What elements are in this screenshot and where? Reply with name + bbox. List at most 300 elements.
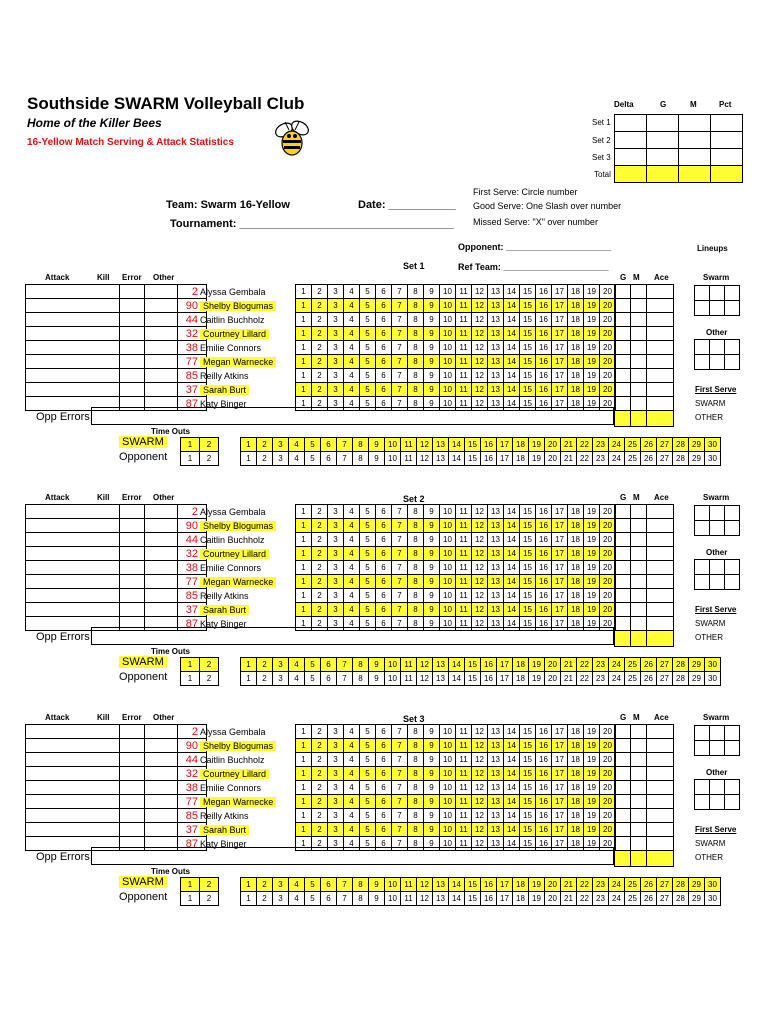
gma-grid[interactable] [614, 724, 674, 867]
attack-cell[interactable] [145, 547, 178, 561]
score-cell[interactable]: 26 [641, 438, 657, 452]
gma-cell[interactable] [615, 781, 631, 795]
serve-cell[interactable]: 4 [344, 561, 360, 575]
score-cell[interactable]: 30 [705, 658, 721, 672]
gma-cell[interactable] [647, 327, 674, 341]
serve-grid[interactable] [295, 504, 616, 631]
serve-cell[interactable]: 5 [360, 823, 376, 837]
score-cell[interactable]: 5 [305, 892, 321, 906]
serve-cell[interactable]: 9 [424, 313, 440, 327]
serve-cell[interactable]: 1 [296, 533, 312, 547]
score-cell[interactable]: 17 [497, 438, 513, 452]
serve-cell[interactable]: 12 [472, 341, 488, 355]
serve-cell[interactable]: 17 [552, 369, 568, 383]
serve-cell[interactable]: 10 [440, 285, 456, 299]
score-cell[interactable]: 27 [657, 452, 673, 466]
timeout-cell[interactable]: 1 [181, 438, 200, 452]
serve-cell[interactable]: 19 [584, 383, 600, 397]
serve-cell[interactable]: 10 [440, 809, 456, 823]
score-cell[interactable]: 18 [513, 438, 529, 452]
serve-cell[interactable]: 14 [504, 617, 520, 631]
serve-cell[interactable]: 16 [536, 739, 552, 753]
serve-cell[interactable]: 14 [504, 369, 520, 383]
serve-cell[interactable]: 3 [328, 327, 344, 341]
attack-cell[interactable] [120, 327, 145, 341]
gma-cell[interactable] [631, 575, 647, 589]
serve-cell[interactable]: 10 [440, 753, 456, 767]
serve-cell[interactable]: 4 [344, 547, 360, 561]
gma-cell[interactable] [647, 341, 674, 355]
gma-cell[interactable] [615, 285, 631, 299]
score-cell[interactable]: 22 [577, 452, 593, 466]
gma-cell[interactable] [615, 837, 631, 851]
score-cell[interactable]: 14 [449, 672, 465, 686]
serve-cell[interactable]: 11 [456, 795, 472, 809]
gma-cell[interactable] [647, 781, 674, 795]
attack-cell[interactable] [120, 533, 145, 547]
score-cell[interactable]: 29 [689, 658, 705, 672]
serve-cell[interactable]: 4 [344, 383, 360, 397]
serve-cell[interactable]: 6 [376, 823, 392, 837]
serve-cell[interactable]: 7 [392, 575, 408, 589]
serve-cell[interactable]: 10 [440, 355, 456, 369]
serve-cell[interactable]: 3 [328, 575, 344, 589]
score-cell[interactable]: 9 [369, 658, 385, 672]
serve-cell[interactable]: 6 [376, 837, 392, 851]
serve-cell[interactable]: 17 [552, 589, 568, 603]
score-cell[interactable]: 15 [465, 452, 481, 466]
score-cell[interactable]: 22 [577, 878, 593, 892]
attack-cell[interactable] [145, 327, 178, 341]
serve-cell[interactable]: 14 [504, 299, 520, 313]
serve-cell[interactable]: 12 [472, 725, 488, 739]
serve-cell[interactable]: 5 [360, 781, 376, 795]
serve-cell[interactable]: 3 [328, 397, 344, 411]
serve-cell[interactable]: 7 [392, 369, 408, 383]
attack-cell[interactable] [26, 355, 120, 369]
serve-cell[interactable]: 17 [552, 753, 568, 767]
serve-cell[interactable]: 15 [520, 837, 536, 851]
serve-cell[interactable]: 2 [312, 589, 328, 603]
lineup-cell[interactable] [710, 726, 725, 741]
score-cell[interactable]: 21 [561, 672, 577, 686]
serve-cell[interactable]: 14 [504, 767, 520, 781]
serve-cell[interactable]: 15 [520, 369, 536, 383]
serve-cell[interactable]: 5 [360, 383, 376, 397]
serve-cell[interactable]: 12 [472, 533, 488, 547]
serve-cell[interactable]: 18 [568, 725, 584, 739]
serve-cell[interactable]: 15 [520, 617, 536, 631]
serve-cell[interactable]: 7 [392, 327, 408, 341]
score-cell[interactable]: 27 [657, 878, 673, 892]
serve-cell[interactable]: 20 [600, 533, 616, 547]
serve-cell[interactable]: 13 [488, 341, 504, 355]
gma-cell[interactable] [615, 355, 631, 369]
lineup-cell[interactable] [725, 355, 740, 370]
serve-cell[interactable]: 15 [520, 341, 536, 355]
serve-cell[interactable]: 2 [312, 837, 328, 851]
serve-cell[interactable]: 12 [472, 383, 488, 397]
lineup-cell[interactable] [725, 301, 740, 316]
score-cell[interactable]: 25 [625, 878, 641, 892]
attack-cell[interactable] [26, 341, 120, 355]
serve-cell[interactable]: 10 [440, 519, 456, 533]
score-cell[interactable]: 21 [561, 452, 577, 466]
score-cell[interactable]: 5 [305, 672, 321, 686]
serve-cell[interactable]: 14 [504, 547, 520, 561]
attack-cell[interactable] [145, 795, 178, 809]
attack-cell[interactable] [145, 561, 178, 575]
serve-cell[interactable]: 1 [296, 837, 312, 851]
attack-cell[interactable] [120, 753, 145, 767]
serve-cell[interactable]: 20 [600, 837, 616, 851]
gma-cell[interactable] [631, 505, 647, 519]
score-cell[interactable]: 9 [369, 672, 385, 686]
serve-cell[interactable]: 3 [328, 383, 344, 397]
serve-cell[interactable]: 13 [488, 781, 504, 795]
serve-cell[interactable]: 18 [568, 739, 584, 753]
serve-cell[interactable]: 14 [504, 355, 520, 369]
serve-cell[interactable]: 13 [488, 547, 504, 561]
score-cell[interactable]: 1 [241, 878, 257, 892]
serve-cell[interactable]: 10 [440, 561, 456, 575]
serve-cell[interactable]: 5 [360, 327, 376, 341]
attack-cell[interactable] [26, 285, 120, 299]
gma-cell[interactable] [647, 383, 674, 397]
gma-cell[interactable] [647, 519, 674, 533]
lineup-cell[interactable] [695, 575, 710, 590]
serve-cell[interactable]: 6 [376, 575, 392, 589]
score-cell[interactable]: 6 [321, 452, 337, 466]
serve-cell[interactable]: 20 [600, 575, 616, 589]
score-cell[interactable]: 30 [705, 452, 721, 466]
serve-cell[interactable]: 5 [360, 285, 376, 299]
serve-cell[interactable]: 19 [584, 299, 600, 313]
serve-cell[interactable]: 16 [536, 285, 552, 299]
score-cell[interactable]: 2 [257, 878, 273, 892]
lineup-cell[interactable] [725, 795, 740, 810]
serve-cell[interactable]: 15 [520, 547, 536, 561]
serve-cell[interactable]: 7 [392, 313, 408, 327]
serve-cell[interactable]: 2 [312, 547, 328, 561]
serve-cell[interactable]: 13 [488, 533, 504, 547]
score-cell[interactable]: 4 [289, 672, 305, 686]
serve-cell[interactable]: 19 [584, 327, 600, 341]
gma-cell[interactable] [631, 589, 647, 603]
timeout-cell[interactable]: 2 [200, 438, 219, 452]
attack-cell[interactable] [26, 739, 120, 753]
serve-cell[interactable]: 20 [600, 589, 616, 603]
lineup-cell[interactable] [695, 780, 710, 795]
serve-cell[interactable]: 4 [344, 809, 360, 823]
score-cell[interactable]: 10 [385, 438, 401, 452]
gma-cell[interactable] [647, 767, 674, 781]
score-cell[interactable]: 16 [481, 892, 497, 906]
serve-cell[interactable]: 18 [568, 369, 584, 383]
date-field[interactable]: Date: ___________ [358, 199, 456, 211]
serve-cell[interactable]: 16 [536, 313, 552, 327]
serve-cell[interactable]: 18 [568, 767, 584, 781]
gma-cell[interactable] [631, 355, 647, 369]
score-cell[interactable]: 13 [433, 438, 449, 452]
gma-cell[interactable] [631, 547, 647, 561]
timeout-cell[interactable]: 2 [200, 672, 219, 686]
serve-cell[interactable]: 3 [328, 823, 344, 837]
score-cell[interactable]: 29 [689, 452, 705, 466]
serve-cell[interactable]: 9 [424, 505, 440, 519]
score-cell[interactable]: 1 [241, 452, 257, 466]
serve-cell[interactable]: 16 [536, 575, 552, 589]
serve-cell[interactable]: 6 [376, 767, 392, 781]
serve-cell[interactable]: 11 [456, 837, 472, 851]
gma-cell[interactable] [615, 809, 631, 823]
serve-cell[interactable]: 8 [408, 369, 424, 383]
gma-cell[interactable] [615, 795, 631, 809]
serve-cell[interactable]: 5 [360, 561, 376, 575]
gma-cell[interactable] [647, 795, 674, 809]
serve-cell[interactable]: 9 [424, 341, 440, 355]
serve-cell[interactable]: 9 [424, 561, 440, 575]
attack-cell[interactable] [120, 823, 145, 837]
gma-cell[interactable] [647, 369, 674, 383]
serve-cell[interactable]: 6 [376, 795, 392, 809]
serve-cell[interactable]: 18 [568, 519, 584, 533]
serve-cell[interactable]: 7 [392, 561, 408, 575]
serve-cell[interactable]: 10 [440, 383, 456, 397]
serve-cell[interactable]: 7 [392, 355, 408, 369]
serve-cell[interactable]: 5 [360, 795, 376, 809]
serve-cell[interactable]: 4 [344, 575, 360, 589]
serve-cell[interactable]: 17 [552, 725, 568, 739]
serve-cell[interactable]: 6 [376, 739, 392, 753]
attack-cell[interactable] [26, 561, 120, 575]
gma-cell[interactable] [631, 781, 647, 795]
serve-cell[interactable]: 6 [376, 547, 392, 561]
serve-cell[interactable]: 7 [392, 603, 408, 617]
serve-cell[interactable]: 6 [376, 397, 392, 411]
serve-cell[interactable]: 1 [296, 617, 312, 631]
serve-cell[interactable]: 18 [568, 753, 584, 767]
timeout-cell[interactable]: 2 [200, 452, 219, 466]
serve-cell[interactable]: 1 [296, 285, 312, 299]
serve-cell[interactable]: 13 [488, 617, 504, 631]
serve-cell[interactable]: 19 [584, 397, 600, 411]
lineup-cell[interactable] [710, 286, 725, 301]
serve-cell[interactable]: 20 [600, 795, 616, 809]
timeout-grid[interactable] [180, 437, 219, 466]
score-cell[interactable]: 21 [561, 878, 577, 892]
serve-cell[interactable]: 17 [552, 285, 568, 299]
serve-cell[interactable]: 17 [552, 575, 568, 589]
swarm-lineup-grid[interactable] [694, 285, 740, 316]
serve-cell[interactable]: 13 [488, 313, 504, 327]
serve-cell[interactable]: 2 [312, 561, 328, 575]
serve-cell[interactable]: 15 [520, 327, 536, 341]
score-cell[interactable]: 1 [241, 672, 257, 686]
serve-cell[interactable]: 6 [376, 383, 392, 397]
serve-cell[interactable]: 8 [408, 589, 424, 603]
gma-cell[interactable] [631, 383, 647, 397]
lineup-cell[interactable] [710, 340, 725, 355]
serve-cell[interactable]: 1 [296, 505, 312, 519]
serve-cell[interactable]: 1 [296, 795, 312, 809]
serve-cell[interactable]: 18 [568, 285, 584, 299]
serve-cell[interactable]: 4 [344, 519, 360, 533]
gma-cell[interactable] [615, 589, 631, 603]
serve-cell[interactable]: 8 [408, 533, 424, 547]
serve-cell[interactable]: 5 [360, 355, 376, 369]
serve-cell[interactable]: 17 [552, 561, 568, 575]
serve-cell[interactable]: 9 [424, 725, 440, 739]
serve-cell[interactable]: 7 [392, 781, 408, 795]
lineup-cell[interactable] [725, 560, 740, 575]
serve-cell[interactable]: 9 [424, 739, 440, 753]
serve-cell[interactable]: 6 [376, 341, 392, 355]
serve-cell[interactable]: 7 [392, 589, 408, 603]
serve-cell[interactable]: 17 [552, 837, 568, 851]
serve-cell[interactable]: 3 [328, 533, 344, 547]
serve-cell[interactable]: 12 [472, 589, 488, 603]
serve-cell[interactable]: 3 [328, 617, 344, 631]
other-lineup-grid[interactable] [694, 779, 740, 810]
serve-cell[interactable]: 13 [488, 809, 504, 823]
serve-cell[interactable]: 4 [344, 795, 360, 809]
serve-cell[interactable]: 8 [408, 823, 424, 837]
serve-cell[interactable]: 13 [488, 519, 504, 533]
serve-cell[interactable]: 8 [408, 547, 424, 561]
attack-cell[interactable] [26, 369, 120, 383]
score-cell[interactable]: 7 [337, 892, 353, 906]
serve-cell[interactable]: 7 [392, 533, 408, 547]
serve-cell[interactable]: 12 [472, 397, 488, 411]
score-cell[interactable]: 13 [433, 658, 449, 672]
serve-cell[interactable]: 20 [600, 767, 616, 781]
serve-cell[interactable]: 4 [344, 533, 360, 547]
serve-cell[interactable]: 10 [440, 767, 456, 781]
serve-cell[interactable]: 2 [312, 369, 328, 383]
score-cell[interactable]: 12 [417, 672, 433, 686]
score-cell[interactable]: 25 [625, 892, 641, 906]
attack-cell[interactable] [120, 369, 145, 383]
score-cell[interactable]: 15 [465, 892, 481, 906]
serve-cell[interactable]: 1 [296, 823, 312, 837]
score-cell[interactable]: 8 [353, 658, 369, 672]
gma-cell[interactable] [631, 341, 647, 355]
serve-cell[interactable]: 11 [456, 547, 472, 561]
serve-cell[interactable]: 12 [472, 519, 488, 533]
serve-cell[interactable]: 4 [344, 753, 360, 767]
score-cell[interactable]: 2 [257, 452, 273, 466]
serve-cell[interactable]: 4 [344, 603, 360, 617]
serve-cell[interactable]: 11 [456, 823, 472, 837]
serve-cell[interactable]: 12 [472, 313, 488, 327]
serve-cell[interactable]: 7 [392, 795, 408, 809]
serve-cell[interactable]: 6 [376, 781, 392, 795]
serve-cell[interactable]: 18 [568, 795, 584, 809]
gma-total-cell[interactable] [615, 851, 631, 867]
score-cell[interactable]: 11 [401, 438, 417, 452]
attack-cell[interactable] [145, 383, 178, 397]
score-cell[interactable]: 18 [513, 658, 529, 672]
timeout-grid[interactable] [180, 657, 219, 686]
serve-cell[interactable]: 16 [536, 589, 552, 603]
score-cell[interactable]: 16 [481, 672, 497, 686]
attack-cell[interactable] [120, 795, 145, 809]
score-cell[interactable]: 18 [513, 452, 529, 466]
serve-cell[interactable]: 17 [552, 547, 568, 561]
serve-cell[interactable]: 2 [312, 795, 328, 809]
serve-cell[interactable]: 12 [472, 285, 488, 299]
serve-cell[interactable]: 6 [376, 725, 392, 739]
score-cell[interactable]: 6 [321, 892, 337, 906]
score-cell[interactable]: 27 [657, 892, 673, 906]
serve-cell[interactable]: 15 [520, 505, 536, 519]
attack-cell[interactable] [145, 505, 178, 519]
serve-cell[interactable]: 13 [488, 823, 504, 837]
timeout-cell[interactable]: 2 [200, 658, 219, 672]
serve-cell[interactable]: 4 [344, 617, 360, 631]
serve-cell[interactable]: 14 [504, 575, 520, 589]
serve-cell[interactable]: 2 [312, 767, 328, 781]
serve-cell[interactable]: 20 [600, 519, 616, 533]
attack-cell[interactable] [120, 809, 145, 823]
serve-cell[interactable]: 2 [312, 617, 328, 631]
gma-cell[interactable] [615, 561, 631, 575]
attack-cell[interactable] [26, 753, 120, 767]
lineup-cell[interactable] [710, 780, 725, 795]
score-cell[interactable]: 4 [289, 892, 305, 906]
serve-cell[interactable]: 7 [392, 753, 408, 767]
attack-cell[interactable] [120, 547, 145, 561]
serve-cell[interactable]: 1 [296, 603, 312, 617]
serve-cell[interactable]: 18 [568, 397, 584, 411]
serve-cell[interactable]: 16 [536, 505, 552, 519]
serve-cell[interactable]: 17 [552, 603, 568, 617]
score-cell[interactable]: 2 [257, 672, 273, 686]
gma-cell[interactable] [631, 753, 647, 767]
attack-cell[interactable] [145, 355, 178, 369]
serve-cell[interactable]: 8 [408, 383, 424, 397]
gma-total-cell[interactable] [647, 631, 674, 647]
serve-cell[interactable]: 17 [552, 383, 568, 397]
score-cell[interactable]: 11 [401, 658, 417, 672]
score-cell[interactable]: 26 [641, 452, 657, 466]
serve-cell[interactable]: 1 [296, 809, 312, 823]
attack-cell[interactable] [26, 725, 120, 739]
serve-cell[interactable]: 15 [520, 533, 536, 547]
score-cell[interactable]: 15 [465, 438, 481, 452]
attack-cell[interactable] [145, 767, 178, 781]
score-cell[interactable]: 17 [497, 452, 513, 466]
serve-cell[interactable]: 17 [552, 313, 568, 327]
attack-cell[interactable] [120, 739, 145, 753]
opp-errors-box[interactable] [91, 627, 614, 645]
serve-cell[interactable]: 14 [504, 341, 520, 355]
score-cell[interactable]: 26 [641, 878, 657, 892]
serve-cell[interactable]: 20 [600, 603, 616, 617]
score-cell[interactable]: 2 [257, 658, 273, 672]
attack-cell[interactable] [26, 823, 120, 837]
serve-cell[interactable]: 10 [440, 837, 456, 851]
score-cell[interactable]: 30 [705, 438, 721, 452]
serve-cell[interactable]: 4 [344, 313, 360, 327]
serve-cell[interactable]: 19 [584, 519, 600, 533]
lineup-cell[interactable] [710, 560, 725, 575]
serve-cell[interactable]: 9 [424, 837, 440, 851]
serve-cell[interactable]: 13 [488, 725, 504, 739]
serve-cell[interactable]: 9 [424, 781, 440, 795]
serve-cell[interactable]: 2 [312, 313, 328, 327]
